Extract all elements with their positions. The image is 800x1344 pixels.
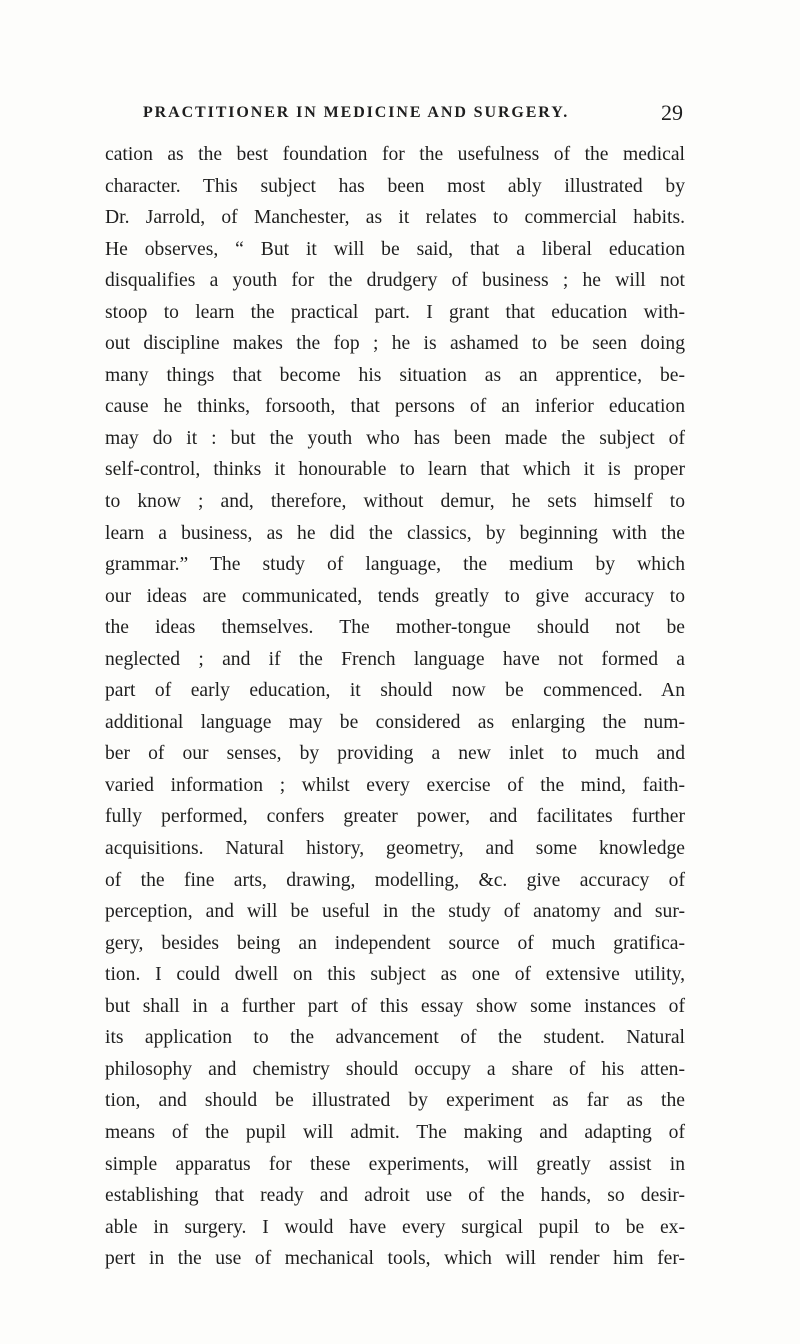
text-line: perception, and will be useful in the study of anatomy and sur-: [105, 901, 685, 923]
text-line: fully performed, confers greater power, and facilitates further: [105, 806, 685, 828]
text-line: neglected ; and if the French language have not formed a: [105, 648, 685, 670]
text-line: disqualifies a youth for the drudgery of business ; he will not: [105, 270, 685, 292]
text-line: establishing that ready and adroit use of the hands, so desir-: [105, 1185, 685, 1207]
text-line: acquisitions. Natural history, geometry, and some knowledge: [105, 838, 685, 860]
text-line: out discipline makes the fop ; he is ashamed to be seen doing: [105, 333, 685, 355]
text-line: learn a business, as he did the classics, by beginning with the: [105, 522, 685, 544]
text-line: additional language may be considered as enlarging the num-: [105, 711, 685, 733]
text-line: character. This subject has been most ably illustrated by: [105, 175, 685, 197]
text-line: He observes, “ But it will be said, that a liberal education: [105, 238, 685, 260]
text-line: to know ; and, therefore, without demur, he sets himself to: [105, 491, 685, 513]
text-line: but shall in a further part of this essay show some instances of: [105, 995, 685, 1017]
text-line: tion. I could dwell on this subject as one of extensive utility,: [105, 964, 685, 986]
text-line: cation as the best foundation for the usefulness of the medical: [105, 144, 685, 165]
text-line: Dr. Jarrold, of Manchester, as it relates to commercial habits.: [105, 207, 685, 229]
page-number: 29: [661, 100, 683, 125]
text-line: tion, and should be illustrated by experiment as far as the: [105, 1090, 685, 1112]
text-line: its application to the advancement of the student. Natural: [105, 1027, 685, 1049]
text-line: may do it : but the youth who has been made the subject of: [105, 427, 685, 449]
text-line: the ideas themselves. The mother-tongue should not be: [105, 617, 685, 639]
text-line: part of early education, it should now be commenced. An: [105, 680, 685, 702]
text-line: philosophy and chemistry should occupy a share of his atten-: [105, 1058, 685, 1080]
text-line: many things that become his situation as an apprentice, be-: [105, 364, 685, 386]
text-line: gery, besides being an independent source of much gratifica-: [105, 932, 685, 954]
text-line: our ideas are communicated, tends greatly to give accuracy to: [105, 585, 685, 607]
running-head: [143, 100, 683, 130]
text-line: cause he thinks, forsooth, that persons of an inferior education: [105, 396, 685, 418]
text-line: able in surgery. I would have every surgical pupil to be ex-: [105, 1216, 685, 1238]
text-line: grammar.” The study of language, the medium by which: [105, 554, 685, 576]
body-text: [105, 139, 685, 1275]
text-line: means of the pupil will admit. The making and adapting of: [105, 1121, 685, 1143]
text-line: varied information ; whilst every exercise of the mind, faith-: [105, 774, 685, 796]
text-line: pert in the use of mechanical tools, which will render him fer-: [105, 1248, 685, 1270]
text-line: ber of our senses, by providing a new inlet to much and: [105, 743, 685, 765]
text-line: of the fine arts, drawing, modelling, &c. give accuracy of: [105, 869, 685, 891]
text-line: self-control, thinks it honourable to learn that which it is proper: [105, 459, 685, 481]
running-title: PRACTITIONER IN MEDICINE AND SURGERY.: [143, 104, 570, 121]
text-line: simple apparatus for these experiments, will greatly assist in: [105, 1153, 685, 1175]
text-line: stoop to learn the practical part. I grant that education with-: [105, 301, 685, 323]
